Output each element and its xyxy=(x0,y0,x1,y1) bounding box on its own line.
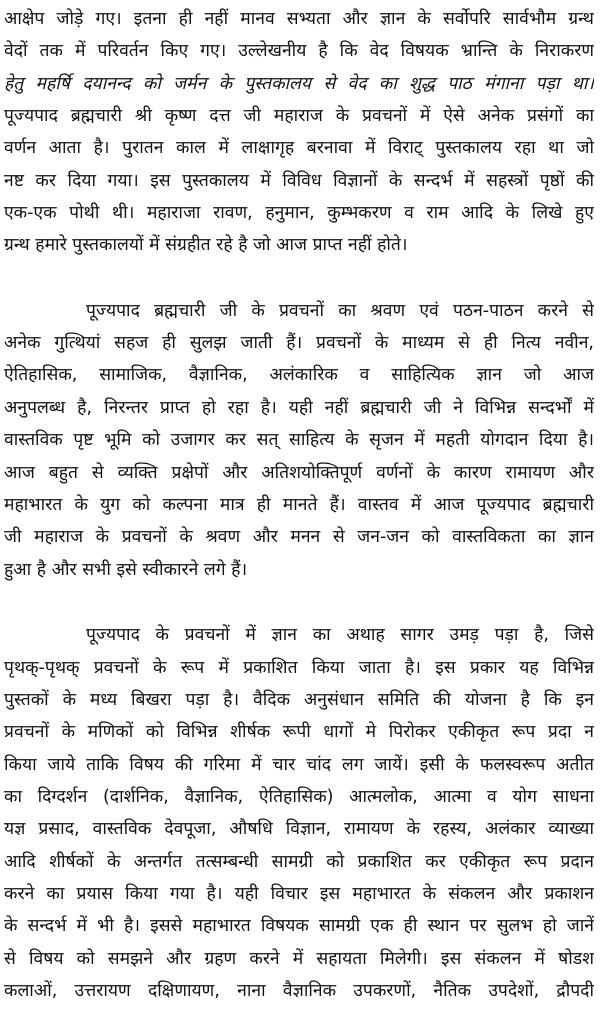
text-line: पूज्यपाद के प्रवचनों में ज्ञान का अथाह सागर उमड़ पड़ा है, जिसे xyxy=(86,625,594,645)
text-line: हेतु महर्षि दयानन्द को जर्मन के पुस्तकालय से वेद का शुद्ध पाठ मंगाना पड़ा था। xyxy=(4,74,594,94)
text-line: वर्णन आता है। पुरातन काल में लाक्षागृह बरनावा में विराट् पुस्तकालय रहा था जो xyxy=(4,138,594,158)
text-line: पूज्यपाद ब्रह्मचारी श्री कृष्ण दत्त जी महाराज के प्रवचनों में ऐसे अनेक प्रसंगों का xyxy=(4,106,594,126)
text-line: प्रवचनों के मणिकों को विभिन्न शीर्षक रूपी धागों मे पिरोकर एकीकृत रूप प्रदा न xyxy=(4,722,594,742)
text-line: अनुपलब्ध है, निरन्तर प्राप्त हो रहा है। यही नहीं ब्रह्मचारी जी ने विभिन्न सन्दर्भों में xyxy=(4,398,594,418)
text-line: आक्षेप जोड़े गए। इतना ही नहीं मानव सभ्यता और ज्ञान के सर्वोपरि सार्वभौम ग्रन्थ xyxy=(4,9,594,29)
text-line: ऐतिहासिक, सामाजिक, वैज्ञानिक, अलंकारिक व साहित्यिक ज्ञान जो आज xyxy=(4,365,594,385)
text-line: पुस्तकों के मध्य बिखरा पड़ा है। वैदिक अनुसंधान समिति की योजना है कि इन xyxy=(4,690,594,710)
text-line: पूज्यपाद ब्रह्मचारी जी के प्रवचनों का श्रवण एवं पठन-पाठन करने से xyxy=(86,301,594,321)
text-line: अनेक गुत्थियां सहज ही सुलझ जाती हैं। प्रवचनों के माध्यम से ही नित्य नवीन, xyxy=(4,333,594,353)
text-line: जी महाराज के प्रवचनों के श्रवण और मनन से जन-जन को वास्तविकता का ज्ञान xyxy=(4,527,594,547)
text-line: आदि शीर्षकों के अन्तर्गत तत्सम्बन्धी सामग्री को प्रकाशित कर एकीकृत रूप प्रदान xyxy=(4,852,594,872)
text-line: पृथक्-पृथक् प्रवचनों के रूप में प्रकाशित किया जाता है। इस प्रकार यह विभिन्न xyxy=(4,658,594,678)
text-line: एक-एक पोथी थी। महाराजा रावण, हनुमान, कुम्भकरण व राम आदि के लिखे हुए xyxy=(4,203,594,223)
text-line: का दिग्दर्शन (दार्शनिक, वैज्ञानिक, ऐतिहासिक) आत्मलोक, आत्मा व योग साधना xyxy=(4,787,594,807)
text-line: वास्तविक पृष्ट भूमि को उजागर कर सत् साहित्य के सृजन में महती योगदान दिया है। xyxy=(4,430,594,450)
text-line: किया जाये ताकि विषय की गरिमा में चार चांद लग जायें। इसी के फलस्वरूप अतीत xyxy=(4,755,594,775)
text-line: कलाओं, उत्तरायण दक्षिणायण, नाना वैज्ञानिक उपकरणों, नैतिक उपदेशों, द्रौपदी xyxy=(4,981,594,1001)
text-line: हुआ है और सभी इसे स्वीकारने लगे हैं। xyxy=(4,560,248,580)
text-line: ग्रन्थ हमारे पुस्तकालयों में संग्रहीत रहे है जो आज प्राप्त नहीं होते। xyxy=(4,235,408,255)
text-line: महाभारत के युग को कल्पना मात्र ही मानते हैं। वास्तव में आज पूज्यपाद ब्रह्मचारी xyxy=(4,495,594,515)
text-line: नष्ट कर दिया गया। इस पुस्तकालय में विविध विज्ञानों के सन्दर्भ में सहस्त्रों पृष्ठों की xyxy=(4,171,594,191)
text-line: करने का प्रयास किया गया है। यही विचार इस महाभारत के संकलन और प्रकाशन xyxy=(4,884,594,904)
text-line: वेदों तक में परिवर्तन किए गए। उल्लेखनीय है कि वेद विषयक भ्रान्ति के निराकरण xyxy=(4,41,594,61)
text-line: आज बहुत से व्यक्ति प्रक्षेपों और अतिशयोक्तिपूर्ण वर्णनों के कारण रामायण और xyxy=(4,463,594,483)
text-line: के सन्दर्भ में भी है। इससे महाभारत विषयक सामग्री एक ही स्थान पर सुलभ हो जानें xyxy=(4,916,594,936)
text-line: से विषय को समझने और ग्रहण करने में सहायता मिलेगी। इस संकलन में षोडश xyxy=(4,949,594,969)
text-line: यज्ञ प्रसाद, वास्तविक देवपूजा, औषधि विज्ञान, रामायण के रहस्य, अलंकार व्याख्या xyxy=(4,819,594,839)
